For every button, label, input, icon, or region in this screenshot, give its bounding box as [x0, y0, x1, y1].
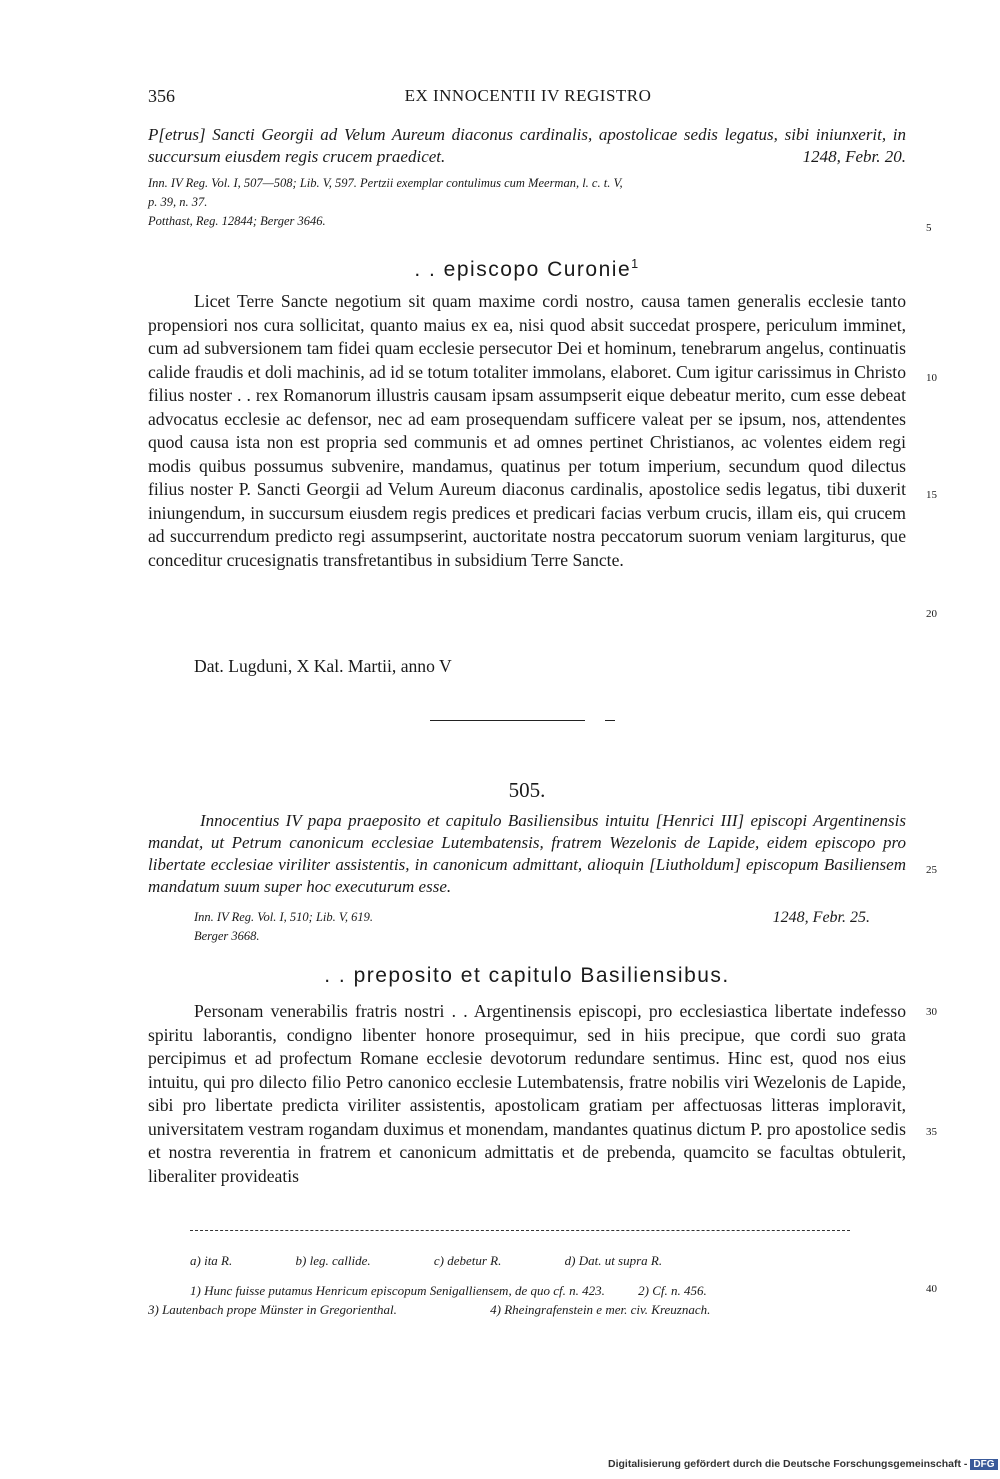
variant-a: a) ita R.	[190, 1253, 233, 1268]
section-separator-tail	[605, 720, 615, 721]
dfg-logo: DFG	[970, 1459, 997, 1470]
line-number: 20	[926, 608, 937, 620]
line-number: 35	[926, 1126, 937, 1138]
page-number: 356	[148, 86, 175, 106]
sources-line-1: Inn. IV Reg. Vol. I, 507—508; Lib. V, 597. Pertzii exemplar contulimus cum Meerman, l. c. t. V,	[148, 176, 623, 190]
line-number: 40	[926, 1283, 937, 1295]
regest-505-source-line-2: Berger 3668.	[194, 929, 260, 943]
regest-505	[148, 810, 906, 898]
dfg-footer-text: Digitalisierung gefördert durch die Deutsche Forschungsgemeinschaft -	[608, 1458, 968, 1470]
document-number: 505.	[508, 778, 546, 802]
line-number: 30	[926, 1006, 937, 1018]
sources-line-3: Potthast, Reg. 12844; Berger 3646.	[148, 214, 326, 228]
regest-505-text: Innocentius IV papa praeposito et capitulo Basiliensibus intuitu [Henrici III] episcopi Argentinensis mandat, ut Petrum canonicum ecclesiae Lutembatensis, fratrem Wezelonis de Lapide, eidem episcopo pro libertate ecclesiae viriliter assistentis, in canonicum admittant, alioquin [Liutholdum] episcopum Basiliensem mandatum suum super hoc executurum esse.	[148, 811, 906, 896]
footnote-2: 2) Cf. n. 456.	[638, 1283, 707, 1298]
footnotes	[148, 1281, 908, 1319]
line-number: 10	[926, 372, 937, 384]
dating-clause: Dat. Lugduni, X Kal. Martii, anno V	[194, 656, 452, 676]
footnote-separator	[190, 1230, 850, 1231]
dfg-footer	[608, 1458, 998, 1470]
letter-2-text: Personam venerabilis fratris nostri . . Argentinensis episcopi, pro ecclesiastica libertate indefesso spiritu laborantis, condigno libenter honore prosequimur, sed in hiis precipue, que cordi suo grata percipimus et ad profectum Romane ecclesie devotorum redundare sentimus. Hinc est, quod nos eius intuitu, qui pro dilecto filio Petro canonico ecclesie Lutembatensis, fratre nobilis viri Wezelonis de Lapide, sibi pro libertate predicta viriliter assistentis, apostolicam gratiam per affectuosas litteras imploravit, universitatem vestram rogandam duximus et monendam, mandantes quatinus dictum P. pro apostolice sedis et nostra reverentia in fratrem et canonicum admittatis et de prebenda, quamcito se facultas obtulerit, liberaliter provideatis	[148, 1001, 906, 1186]
variant-notes	[190, 1253, 890, 1269]
footnote-4: 4) Rheingrafenstein e mer. civ. Kreuznach.	[490, 1302, 711, 1317]
previous-regest-date: 1248, Febr. 20.	[802, 147, 906, 166]
previous-sources	[148, 174, 906, 231]
sources-line-2: p. 39, n. 37.	[148, 195, 208, 209]
line-number: 25	[926, 864, 937, 876]
line-number: 5	[926, 222, 932, 234]
footnote-3: 3) Lautenbach prope Münster in Gregorienthal.	[148, 1302, 397, 1317]
footnote-ref-1: 1	[631, 257, 640, 271]
salutation-basiliensibus: . . preposito et capitulo Basiliensibus.	[324, 964, 730, 987]
footnote-1: 1) Hunc fuisse putamus Henricum episcopum Senigalliensem, de quo cf. n. 423.	[190, 1283, 605, 1298]
regest-505-source-line: Inn. IV Reg. Vol. I, 510; Lib. V, 619.	[194, 910, 374, 924]
running-title: EX INNOCENTII IV REGISTRO	[404, 86, 652, 105]
variant-d: d) Dat. ut supra R.	[564, 1253, 663, 1268]
variant-c: c) debetur R.	[433, 1253, 502, 1268]
line-number: 15	[926, 489, 937, 501]
regest-505-date: 1248, Febr. 25.	[772, 909, 870, 926]
previous-regest-text: P[etrus] Sancti Georgii ad Velum Aureum diaconus cardinalis, apostolicae sedis legatus, sibi iniunxerit, in succursum eiusdem regis crucem praedicet.	[148, 125, 906, 166]
salutation-curonie: . . episcopo Curonie$^1$	[414, 257, 640, 281]
letter-body-2	[148, 1000, 906, 1188]
letter-1-text: Licet Terre Sancte negotium sit quam maxime cordi nostro, causa tamen generalis ecclesie tanto propensiori nos cura sollicitat, quanto maius ex ea, nisi quod absit succedat prospere, periculum imminet, cum ad subversionem tam fidei quam ecclesie persecutor Dei et hominum, tenebrarum angelus, continuatis calide fraudis et doli machinis, ad id se totum totaliter immolans, elaboret. Cum igitur carissimus in Christo filius noster . . rex Romanorum illustris causam ipsam assumpserit eique debeatur merito, cum esse debeat advocatus ecclesie ac defensor, nec ad eam prosequendam sufficere valeat per se ipsum, nos, attendentes quod causa ista non est propria sed communis et ad omnes pertinet Christianos, ac volentes eidem regi modis quibus possumus subvenire, mandamus, quatinus per totum imperium, secundum quod dilectus filius noster P. Sancti Georgii ad Velum Aureum diaconus cardinalis, apostolice sedis legatus, tibi duxerit iniungendum, in succursum eiusdem regis predices et predicari facias verbum crucis, illam eis, qui crucem ad succurrendum predicto regi assumpserint, auctoritate nostra peccatorum suorum veniam largiturus, que conceditur crucesignatis transfretantibus in subsidium Terre Sancte.	[148, 291, 906, 570]
regest-505-sources	[194, 908, 870, 946]
variant-b: b) leg. callide.	[295, 1253, 371, 1268]
letter-body-1	[148, 290, 906, 572]
running-head	[148, 86, 908, 108]
previous-regest	[148, 124, 906, 168]
section-separator	[430, 720, 585, 721]
